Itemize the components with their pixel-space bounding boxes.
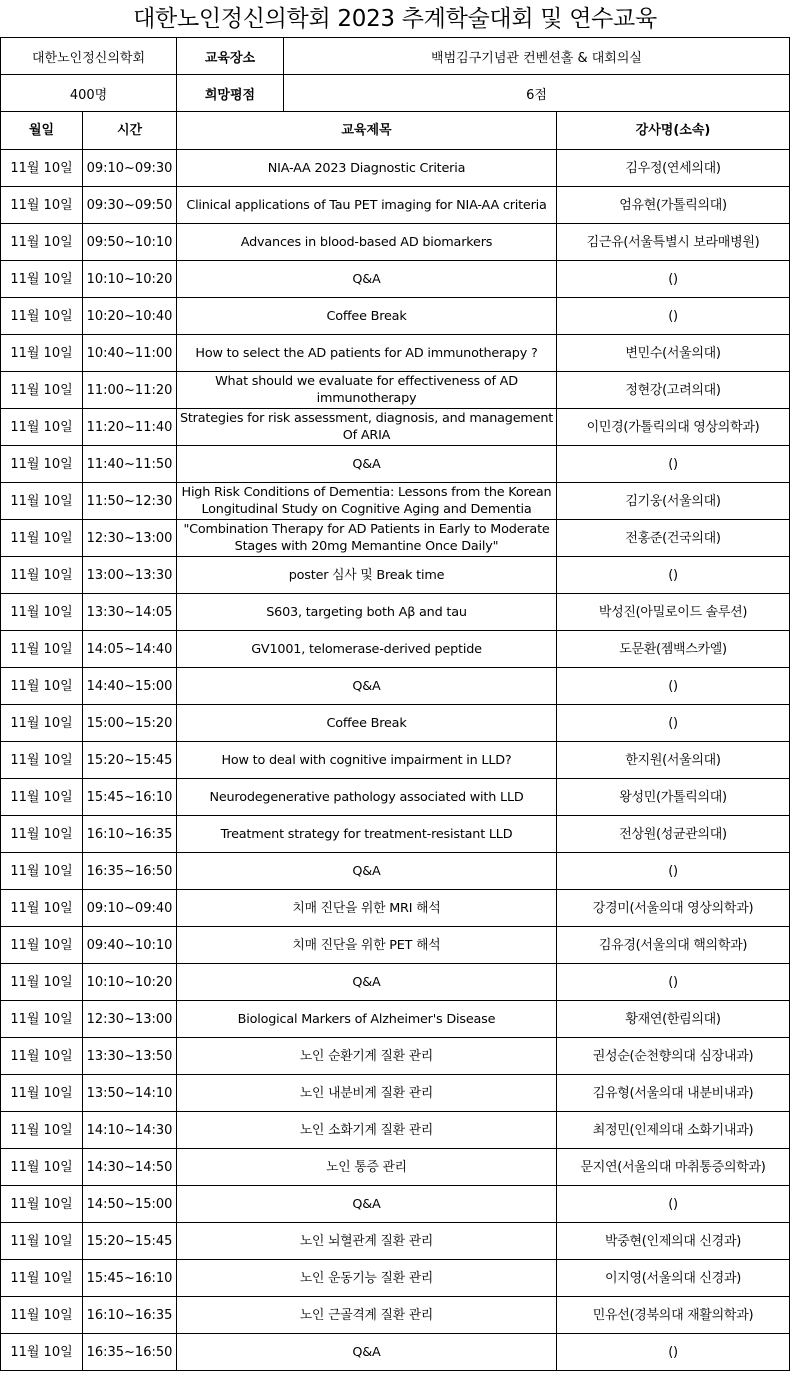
row-speaker: 김근유(서울특별시 보라매병원) (557, 224, 790, 261)
row-title: Q&A (177, 668, 557, 705)
row-time: 09:10~09:30 (83, 150, 177, 187)
row-date: 11월 10일 (1, 1223, 83, 1260)
row-date: 11월 10일 (1, 1112, 83, 1149)
row-title: Q&A (177, 1186, 557, 1223)
row-title: "Combination Therapy for AD Patients in Early to Moderate Stages with 20mg Memantine Once Daily" (177, 520, 557, 557)
header-title: 교육제목 (177, 112, 557, 150)
row-time: 15:45~16:10 (83, 1260, 177, 1297)
row-title: S603, targeting both Aβ and tau (177, 594, 557, 631)
row-time: 15:20~15:45 (83, 742, 177, 779)
schedule-row (1, 1186, 790, 1223)
row-speaker: 변민수(서울의대) (557, 335, 790, 372)
row-title: NIA-AA 2023 Diagnostic Criteria (177, 150, 557, 187)
row-time: 09:50~10:10 (83, 224, 177, 261)
row-title: 노인 순환기계 질환 관리 (177, 1038, 557, 1075)
row-time: 13:30~14:05 (83, 594, 177, 631)
row-date: 11월 10일 (1, 705, 83, 742)
row-speaker: () (557, 557, 790, 594)
row-date: 11월 10일 (1, 335, 83, 372)
row-time: 16:10~16:35 (83, 1297, 177, 1334)
row-speaker: 정현강(고려의대) (557, 372, 790, 409)
schedule-row (1, 1075, 790, 1112)
schedule-row (1, 1112, 790, 1149)
row-speaker: () (557, 446, 790, 483)
schedule-row (1, 187, 790, 224)
row-title: 치매 진단을 위한 MRI 해석 (177, 890, 557, 927)
row-title: Q&A (177, 261, 557, 298)
schedule-row (1, 779, 790, 816)
row-title: What should we evaluate for effectiveness of AD immunotherapy (177, 372, 557, 409)
row-time: 13:00~13:30 (83, 557, 177, 594)
row-date: 11월 10일 (1, 372, 83, 409)
row-date: 11월 10일 (1, 1038, 83, 1075)
row-time: 15:45~16:10 (83, 779, 177, 816)
schedule-row (1, 631, 790, 668)
row-speaker: 전홍준(건국의대) (557, 520, 790, 557)
row-speaker: 한지원(서울의대) (557, 742, 790, 779)
row-title: Neurodegenerative pathology associated with LLD (177, 779, 557, 816)
row-title: Q&A (177, 1334, 557, 1371)
row-time: 10:20~10:40 (83, 298, 177, 335)
score-label: 희망평점 (177, 75, 284, 112)
row-date: 11월 10일 (1, 298, 83, 335)
row-time: 15:00~15:20 (83, 705, 177, 742)
row-speaker: 김기웅(서울의대) (557, 483, 790, 520)
row-date: 11월 10일 (1, 1186, 83, 1223)
row-time: 11:20~11:40 (83, 409, 177, 446)
schedule-row (1, 594, 790, 631)
row-date: 11월 10일 (1, 631, 83, 668)
schedule-row (1, 372, 790, 409)
row-time: 16:10~16:35 (83, 816, 177, 853)
row-date: 11월 10일 (1, 1297, 83, 1334)
row-time: 10:10~10:20 (83, 261, 177, 298)
row-time: 13:30~13:50 (83, 1038, 177, 1075)
row-time: 11:00~11:20 (83, 372, 177, 409)
row-time: 14:50~15:00 (83, 1186, 177, 1223)
row-date: 11월 10일 (1, 150, 83, 187)
row-title: 노인 내분비계 질환 관리 (177, 1075, 557, 1112)
row-speaker: 민유선(경북의대 재활의학과) (557, 1297, 790, 1334)
row-date: 11월 10일 (1, 483, 83, 520)
row-time: 14:40~15:00 (83, 668, 177, 705)
row-time: 12:30~13:00 (83, 1001, 177, 1038)
row-time: 15:20~15:45 (83, 1223, 177, 1260)
row-speaker: 김유형(서울의대 내분비내과) (557, 1075, 790, 1112)
row-time: 10:40~11:00 (83, 335, 177, 372)
row-speaker: () (557, 1334, 790, 1371)
schedule-row (1, 742, 790, 779)
venue-value: 백범김구기념관 컨벤션홀 & 대회의실 (284, 38, 790, 75)
row-speaker: 왕성민(가톨릭의대) (557, 779, 790, 816)
row-title: 노인 뇌혈관계 질환 관리 (177, 1223, 557, 1260)
schedule-row (1, 557, 790, 594)
schedule-row (1, 816, 790, 853)
schedule-row (1, 1334, 790, 1371)
venue-label: 교육장소 (177, 38, 284, 75)
schedule-row (1, 927, 790, 964)
row-title: GV1001, telomerase-derived peptide (177, 631, 557, 668)
row-speaker: 권성순(순천향의대 심장내과) (557, 1038, 790, 1075)
schedule-row (1, 1149, 790, 1186)
header-time: 시간 (83, 112, 177, 150)
row-title: Treatment strategy for treatment-resistant LLD (177, 816, 557, 853)
row-time: 14:05~14:40 (83, 631, 177, 668)
info-row-score (1, 75, 790, 112)
header-date: 월일 (1, 112, 83, 150)
row-date: 11월 10일 (1, 779, 83, 816)
page-title: 대한노인정신의학회 2023 추계학술대회 및 연수교육 (133, 6, 657, 32)
row-title: 노인 운동기능 질환 관리 (177, 1260, 557, 1297)
row-date: 11월 10일 (1, 1149, 83, 1186)
row-title: poster 심사 및 Break time (177, 557, 557, 594)
row-speaker: 이민경(가톨릭의대 영상의학과) (557, 409, 790, 446)
row-speaker: () (557, 668, 790, 705)
row-date: 11월 10일 (1, 594, 83, 631)
schedule-row (1, 224, 790, 261)
event-info-table (0, 37, 790, 112)
header-speaker: 강사명(소속) (557, 112, 790, 150)
schedule-row (1, 150, 790, 187)
schedule-row (1, 964, 790, 1001)
row-speaker: 문지연(서울의대 마취통증의학과) (557, 1149, 790, 1186)
row-speaker: 박성진(아밀로이드 솔루션) (557, 594, 790, 631)
row-speaker: () (557, 964, 790, 1001)
schedule-header-row (1, 112, 790, 150)
row-date: 11월 10일 (1, 409, 83, 446)
row-date: 11월 10일 (1, 853, 83, 890)
row-date: 11월 10일 (1, 742, 83, 779)
row-title: 노인 소화기계 질환 관리 (177, 1112, 557, 1149)
row-date: 11월 10일 (1, 1334, 83, 1371)
row-title: 노인 근골격계 질환 관리 (177, 1297, 557, 1334)
schedule-row (1, 335, 790, 372)
row-date: 11월 10일 (1, 520, 83, 557)
row-date: 11월 10일 (1, 927, 83, 964)
row-date: 11월 10일 (1, 1075, 83, 1112)
schedule-row (1, 1260, 790, 1297)
schedule-row (1, 890, 790, 927)
row-date: 11월 10일 (1, 261, 83, 298)
row-title: Biological Markers of Alzheimer's Disease (177, 1001, 557, 1038)
row-speaker: () (557, 298, 790, 335)
row-title: 치매 진단을 위한 PET 해석 (177, 927, 557, 964)
schedule-row (1, 446, 790, 483)
row-speaker: 김우정(연세의대) (557, 150, 790, 187)
row-date: 11월 10일 (1, 890, 83, 927)
row-speaker: 최정민(인제의대 소화기내과) (557, 1112, 790, 1149)
row-title: Coffee Break (177, 705, 557, 742)
schedule-row (1, 668, 790, 705)
row-speaker: 김유경(서울의대 핵의학과) (557, 927, 790, 964)
schedule-row (1, 520, 790, 557)
row-time: 09:10~09:40 (83, 890, 177, 927)
attendee-count: 400명 (1, 75, 177, 112)
row-title: Clinical applications of Tau PET imaging for NIA-AA criteria (177, 187, 557, 224)
row-speaker: 도문환(젬백스카엘) (557, 631, 790, 668)
row-time: 14:30~14:50 (83, 1149, 177, 1186)
row-speaker: 엄유현(가톨릭의대) (557, 187, 790, 224)
row-time: 09:40~10:10 (83, 927, 177, 964)
schedule-row (1, 298, 790, 335)
row-title: How to deal with cognitive impairment in LLD? (177, 742, 557, 779)
schedule-row (1, 1038, 790, 1075)
row-date: 11월 10일 (1, 446, 83, 483)
schedule-row (1, 1297, 790, 1334)
row-date: 11월 10일 (1, 1001, 83, 1038)
row-speaker: 전상원(성균관의대) (557, 816, 790, 853)
row-date: 11월 10일 (1, 187, 83, 224)
row-speaker: 황재연(한림의대) (557, 1001, 790, 1038)
row-date: 11월 10일 (1, 557, 83, 594)
schedule-row (1, 483, 790, 520)
row-title: High Risk Conditions of Dementia: Lessons from the Korean Longitudinal Study on Cognitive Aging and Dementia (177, 483, 557, 520)
row-title: How to select the AD patients for AD immunotherapy ? (177, 335, 557, 372)
score-value: 6점 (284, 75, 790, 112)
row-speaker: () (557, 1186, 790, 1223)
row-title: Q&A (177, 853, 557, 890)
row-time: 16:35~16:50 (83, 853, 177, 890)
row-time: 14:10~14:30 (83, 1112, 177, 1149)
row-title: Q&A (177, 446, 557, 483)
row-time: 12:30~13:00 (83, 520, 177, 557)
row-speaker: 박중현(인제의대 신경과) (557, 1223, 790, 1260)
row-speaker: 이지영(서울의대 신경과) (557, 1260, 790, 1297)
schedule-row (1, 261, 790, 298)
row-speaker: () (557, 853, 790, 890)
row-time: 13:50~14:10 (83, 1075, 177, 1112)
row-speaker: () (557, 705, 790, 742)
schedule-row (1, 705, 790, 742)
row-title: 노인 통증 관리 (177, 1149, 557, 1186)
row-date: 11월 10일 (1, 668, 83, 705)
schedule-row (1, 409, 790, 446)
info-row-venue (1, 38, 790, 75)
row-date: 11월 10일 (1, 1260, 83, 1297)
row-date: 11월 10일 (1, 224, 83, 261)
row-title: Q&A (177, 964, 557, 1001)
row-speaker: () (557, 261, 790, 298)
row-time: 11:50~12:30 (83, 483, 177, 520)
row-speaker: 강경미(서울의대 영상의학과) (557, 890, 790, 927)
row-title: Strategies for risk assessment, diagnosis, and management Of ARIA (177, 409, 557, 446)
row-title: Advances in blood-based AD biomarkers (177, 224, 557, 261)
organizer-name: 대한노인정신의학회 (1, 38, 177, 75)
row-time: 11:40~11:50 (83, 446, 177, 483)
schedule-row (1, 1223, 790, 1260)
schedule-row (1, 853, 790, 890)
schedule-row (1, 1001, 790, 1038)
row-title: Coffee Break (177, 298, 557, 335)
row-date: 11월 10일 (1, 816, 83, 853)
schedule-table (0, 111, 790, 1371)
row-time: 09:30~09:50 (83, 187, 177, 224)
row-date: 11월 10일 (1, 964, 83, 1001)
row-time: 16:35~16:50 (83, 1334, 177, 1371)
row-time: 10:10~10:20 (83, 964, 177, 1001)
